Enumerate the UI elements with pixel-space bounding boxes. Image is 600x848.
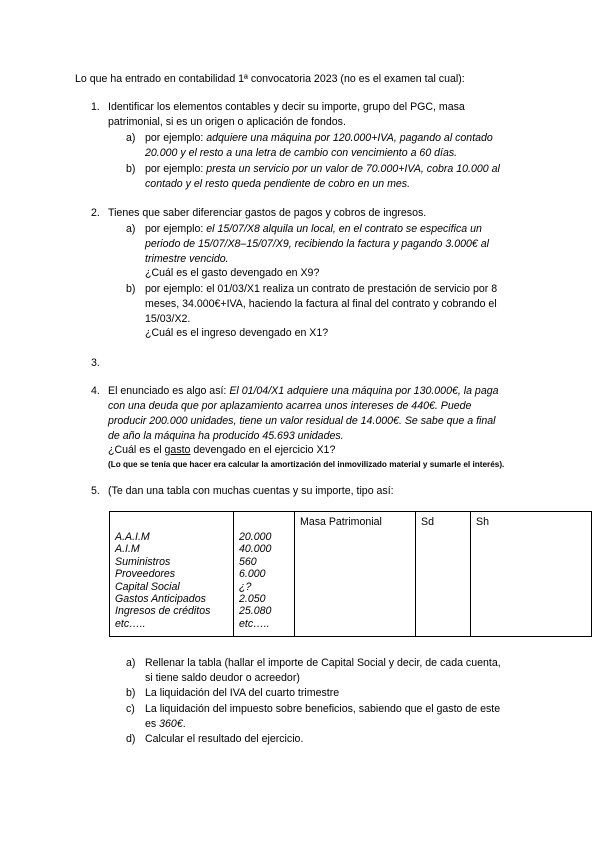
item-prefix: por ejemplo: — [145, 132, 207, 144]
item-text: por ejemplo: el 01/03/X1 realiza un contrato de prestación de servicio por 8 — [145, 283, 498, 295]
item-label: b) — [126, 687, 136, 699]
example-text: trimestre vencido. — [145, 253, 229, 265]
account-name: Ingresos de créditos — [115, 605, 211, 618]
table-row — [110, 512, 592, 637]
account-name: Proveedores — [115, 568, 176, 581]
tax-amount: 360€ — [159, 718, 183, 730]
item-label: a) — [126, 657, 136, 669]
intro-text: Lo que ha entrado en contabilidad 1ª convocatoria 2023 (no es el examen tal cual): — [75, 73, 465, 85]
account-name: A.I.M — [115, 543, 140, 556]
item-prefix: por ejemplo: — [145, 163, 207, 175]
example-text: contado y el resto queda pendiente de cobro en un mes. — [145, 178, 411, 190]
header-masa-patrimonial: Masa Patrimonial — [295, 512, 416, 637]
statement-text: producir 200.000 unidades, tiene un valor residual de 14.000€. Se sabe que a final — [108, 415, 496, 427]
example-text: periodo de 15/07/X8–15/07/X9, recibiendo la factura y pagando 3.000€ al — [145, 238, 489, 250]
question-number: 4. — [91, 385, 100, 397]
account-amount: 2.050 — [239, 593, 266, 606]
account-amount: ¿? — [239, 580, 252, 593]
question-number: 5. — [91, 485, 100, 497]
question-prefix: El enunciado es algo así: — [108, 385, 230, 397]
account-name: Suministros — [115, 555, 171, 568]
accounts-column — [110, 512, 234, 637]
item-text — [145, 717, 186, 732]
example-text: adquiere una máquina por 120.000+IVA, pagando al contado — [206, 132, 493, 144]
account-name: Capital Social — [115, 580, 180, 593]
account-amount: 25.080 — [239, 605, 272, 618]
item-text: Rellenar la tabla (hallar el importe de Capital Social y decir, de cada cuenta, — [145, 657, 501, 669]
question-part: ¿Cuál es el — [108, 444, 165, 456]
question-number: 1. — [91, 101, 100, 113]
account-name: Gastos Anticipados — [115, 593, 206, 606]
question-number: 2. — [91, 207, 100, 219]
sub-question — [108, 443, 335, 458]
item-label: c) — [126, 703, 135, 715]
question-text — [108, 384, 499, 399]
item-text: 15/03/X2. — [145, 313, 191, 325]
statement-text: de año la máquina ha producido 45.693 unidades. — [108, 430, 344, 442]
item-text: La liquidación del IVA del cuarto trimestre — [145, 687, 340, 699]
item-label: d) — [126, 733, 136, 745]
account-amount: etc….. — [239, 617, 270, 630]
item-text — [145, 162, 500, 177]
account-amount: 40.000 — [239, 543, 272, 556]
item-label: a) — [126, 223, 136, 235]
statement-text: El 01/04/X1 adquiere una máquina por 130.000€, la paga — [229, 385, 499, 397]
example-text: presta un servicio por un valor de 70.000+IVA, cobra 10.000 al — [206, 163, 500, 175]
statement-text: con una deuda que por aplazamiento acarrea unos intereses de 440€. Puede — [108, 400, 472, 412]
example-text: 20.000 y el resto a una letra de cambio con vencimiento a 60 días. — [145, 147, 458, 159]
account-name: A.A.I.M — [115, 531, 150, 543]
item-text: meses, 34.000€+IVA, haciendo la factura al final del contrato y cobrando el — [145, 298, 497, 310]
item-text — [145, 131, 493, 146]
amounts-column — [234, 512, 295, 637]
account-amount: 20.000 — [239, 531, 272, 543]
item-text: Calcular el resultado del ejercicio. — [145, 733, 304, 745]
question-text: Tienes que saber diferenciar gastos de pagos y cobros de ingresos. — [108, 207, 427, 219]
question-3-number: 3. — [91, 357, 100, 369]
item-label: a) — [126, 132, 136, 144]
question-part: devengado en el ejercicio X1? — [190, 444, 336, 456]
question-text: patrimonial, si es un origen o aplicación de fondos. — [108, 116, 346, 128]
accounts-table — [109, 511, 592, 637]
item-prefix: por ejemplo: — [145, 223, 207, 235]
header-sd: Sd — [416, 512, 471, 637]
item-text: La liquidación del impuesto sobre beneficios, sabiendo que el gasto de este — [145, 703, 501, 715]
item-label: b) — [126, 283, 136, 295]
explanatory-note: (Lo que se tenía que hacer era calcular la amortización del inmovilizado material y sumarle el interés). — [108, 460, 505, 469]
sub-question: ¿Cuál es el gasto devengado en X9? — [145, 267, 320, 279]
question-text: Identificar los elementos contables y decir su importe, grupo del PGC, masa — [108, 101, 465, 113]
sub-question: ¿Cuál es el ingreso devengado en X1? — [145, 327, 329, 339]
underlined-word: gasto — [164, 444, 191, 456]
text-part: es — [145, 718, 160, 730]
account-name: etc….. — [115, 617, 146, 630]
question-text: (Te dan una tabla con muchas cuentas y su importe, tipo así: — [108, 485, 394, 497]
item-label: b) — [126, 163, 136, 175]
text-part: . — [182, 718, 186, 730]
item-text — [145, 222, 482, 237]
item-text: si tiene saldo deudor o acreedor) — [145, 672, 300, 684]
account-amount: 6.000 — [239, 568, 266, 581]
header-sh: Sh — [471, 512, 592, 637]
example-text: el 15/07/X8 alquila un local, en el contrato se especifica un — [206, 223, 482, 235]
account-amount: 560 — [239, 555, 257, 568]
